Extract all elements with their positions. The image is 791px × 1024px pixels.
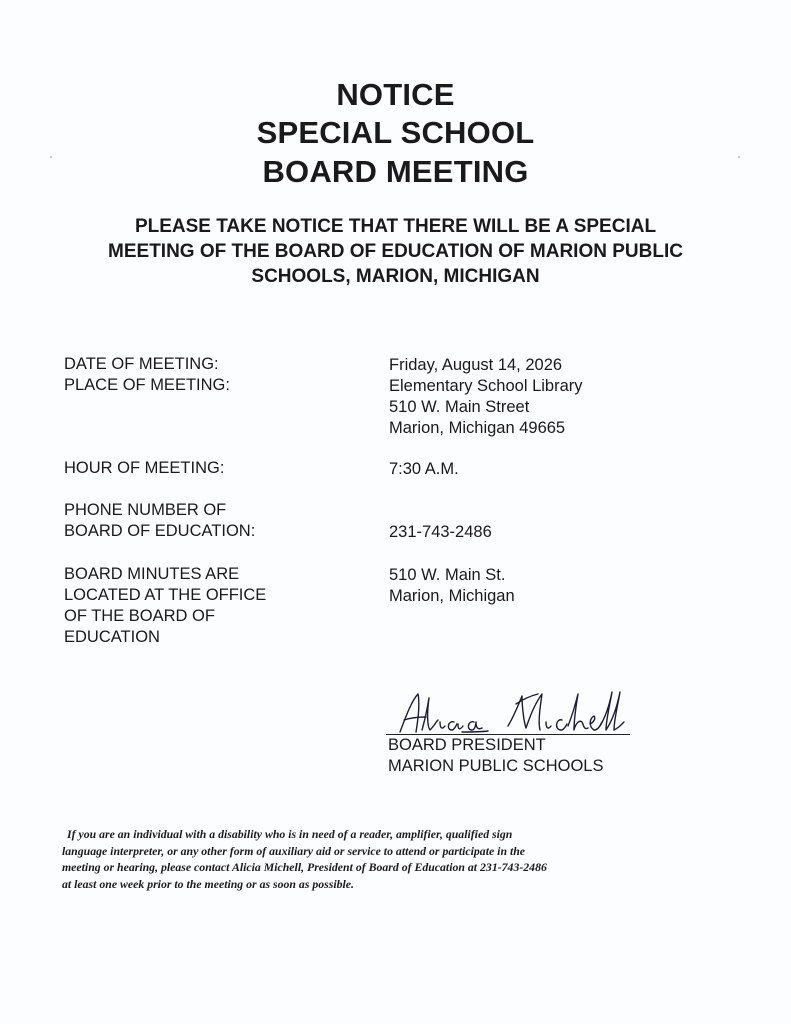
phone-value: 231-743-2486	[389, 523, 492, 541]
accessibility-notice-line-2: language interpreter, or any other form of auxiliary aid or service to attend or participate in the	[62, 843, 526, 858]
accessibility-notice-line-3: meeting or hearing, please contact Alicia Michell, President of Board of Education at 231-743-2486	[62, 860, 547, 874]
hour-label: HOUR OF MEETING:	[64, 459, 225, 477]
hour-value: 7:30 A.M.	[389, 460, 459, 478]
place-value-line-3: Marion, Michigan 49665	[389, 419, 566, 437]
intro-line-2: MEETING OF THE BOARD OF EDUCATION OF MARION PUBLIC	[108, 241, 683, 262]
handwritten-signature	[396, 686, 636, 738]
minutes-value-line-1: 510 W. Main St.	[389, 566, 506, 584]
place-value-line-1: Elementary School Library	[389, 377, 583, 395]
minutes-value-line-2: Marion, Michigan	[389, 587, 515, 605]
minutes-label-line-4: EDUCATION	[64, 628, 160, 646]
place-value-line-2: 510 W. Main Street	[389, 398, 530, 416]
notice-title-line-3: BOARD MEETING	[262, 154, 529, 189]
accessibility-notice	[62, 826, 722, 892]
intro-line-1: PLEASE TAKE NOTICE THAT THERE WILL BE A SPECIAL	[134, 216, 657, 237]
notice-title: NOTICE	[336, 77, 455, 112]
minutes-label-line-1: BOARD MINUTES ARE	[64, 565, 240, 583]
signer-role: BOARD PRESIDENT	[388, 736, 546, 754]
scan-speck	[738, 156, 740, 158]
signer-organization: MARION PUBLIC SCHOOLS	[388, 757, 604, 775]
notice-title-line-2: SPECIAL SCHOOL	[256, 115, 535, 150]
scan-speck	[50, 156, 52, 158]
minutes-label-line-3: OF THE BOARD OF	[64, 607, 215, 625]
accessibility-notice-line-4: at least one week prior to the meeting or as soon as possible.	[62, 876, 354, 891]
phone-label-line-1: PHONE NUMBER OF	[64, 501, 227, 519]
date-label: DATE OF MEETING:	[64, 355, 219, 373]
place-label: PLACE OF MEETING:	[64, 376, 230, 394]
accessibility-notice-line-1: If you are an individual with a disability who is in need of a reader, amplifier, qualified sign	[67, 827, 513, 841]
date-value: Friday, August 14, 2026	[389, 356, 563, 374]
minutes-label-line-2: LOCATED AT THE OFFICE	[64, 586, 267, 604]
intro-line-3: SCHOOLS, MARION, MICHIGAN	[251, 266, 540, 287]
phone-label-line-2: BOARD OF EDUCATION:	[64, 522, 256, 540]
